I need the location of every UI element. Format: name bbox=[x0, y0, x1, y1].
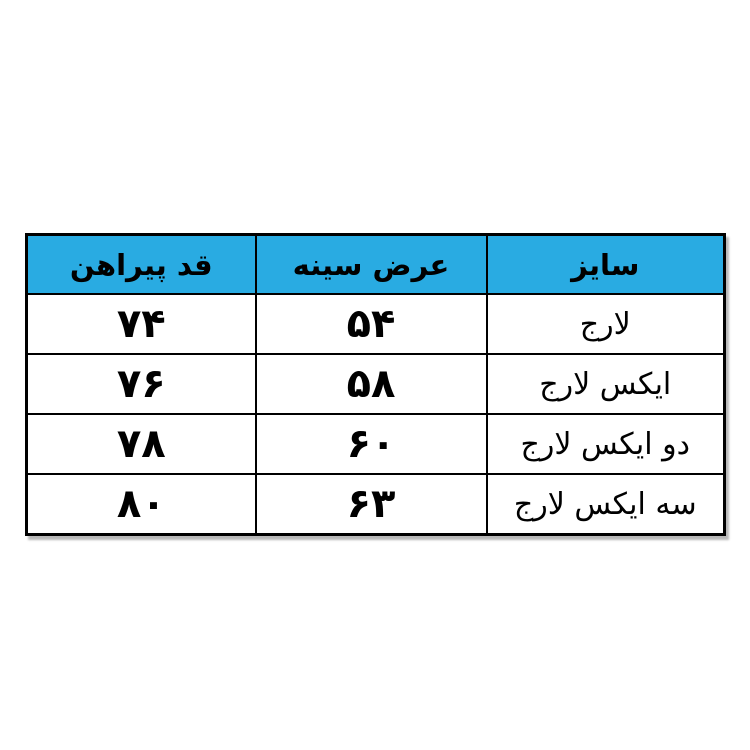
cell-size-name: دو ایکس لارج bbox=[487, 414, 725, 474]
size-chart bbox=[25, 233, 723, 536]
table-row bbox=[27, 354, 725, 414]
cell-shirt-length: ۷۸ bbox=[27, 414, 256, 474]
cell-shirt-length: ۸۰ bbox=[27, 474, 256, 535]
cell-chest-width: ۶۳ bbox=[256, 474, 487, 535]
table-row bbox=[27, 414, 725, 474]
cell-chest-width: ۵۸ bbox=[256, 354, 487, 414]
size-chart-table bbox=[25, 233, 726, 536]
header-row bbox=[27, 235, 725, 295]
table-row bbox=[27, 474, 725, 535]
cell-size-name: سه ایکس لارج bbox=[487, 474, 725, 535]
cell-shirt-length: ۷۶ bbox=[27, 354, 256, 414]
cell-shirt-length: ۷۴ bbox=[27, 294, 256, 354]
header-cell-size: سایز bbox=[487, 235, 725, 295]
cell-size-name: لارج bbox=[487, 294, 725, 354]
header-cell-shirt-length: قد پیراهن bbox=[27, 235, 256, 295]
table-row bbox=[27, 294, 725, 354]
header-cell-chest-width: عرض سینه bbox=[256, 235, 487, 295]
cell-chest-width: ۶۰ bbox=[256, 414, 487, 474]
cell-chest-width: ۵۴ bbox=[256, 294, 487, 354]
cell-size-name: ایکس لارج bbox=[487, 354, 725, 414]
